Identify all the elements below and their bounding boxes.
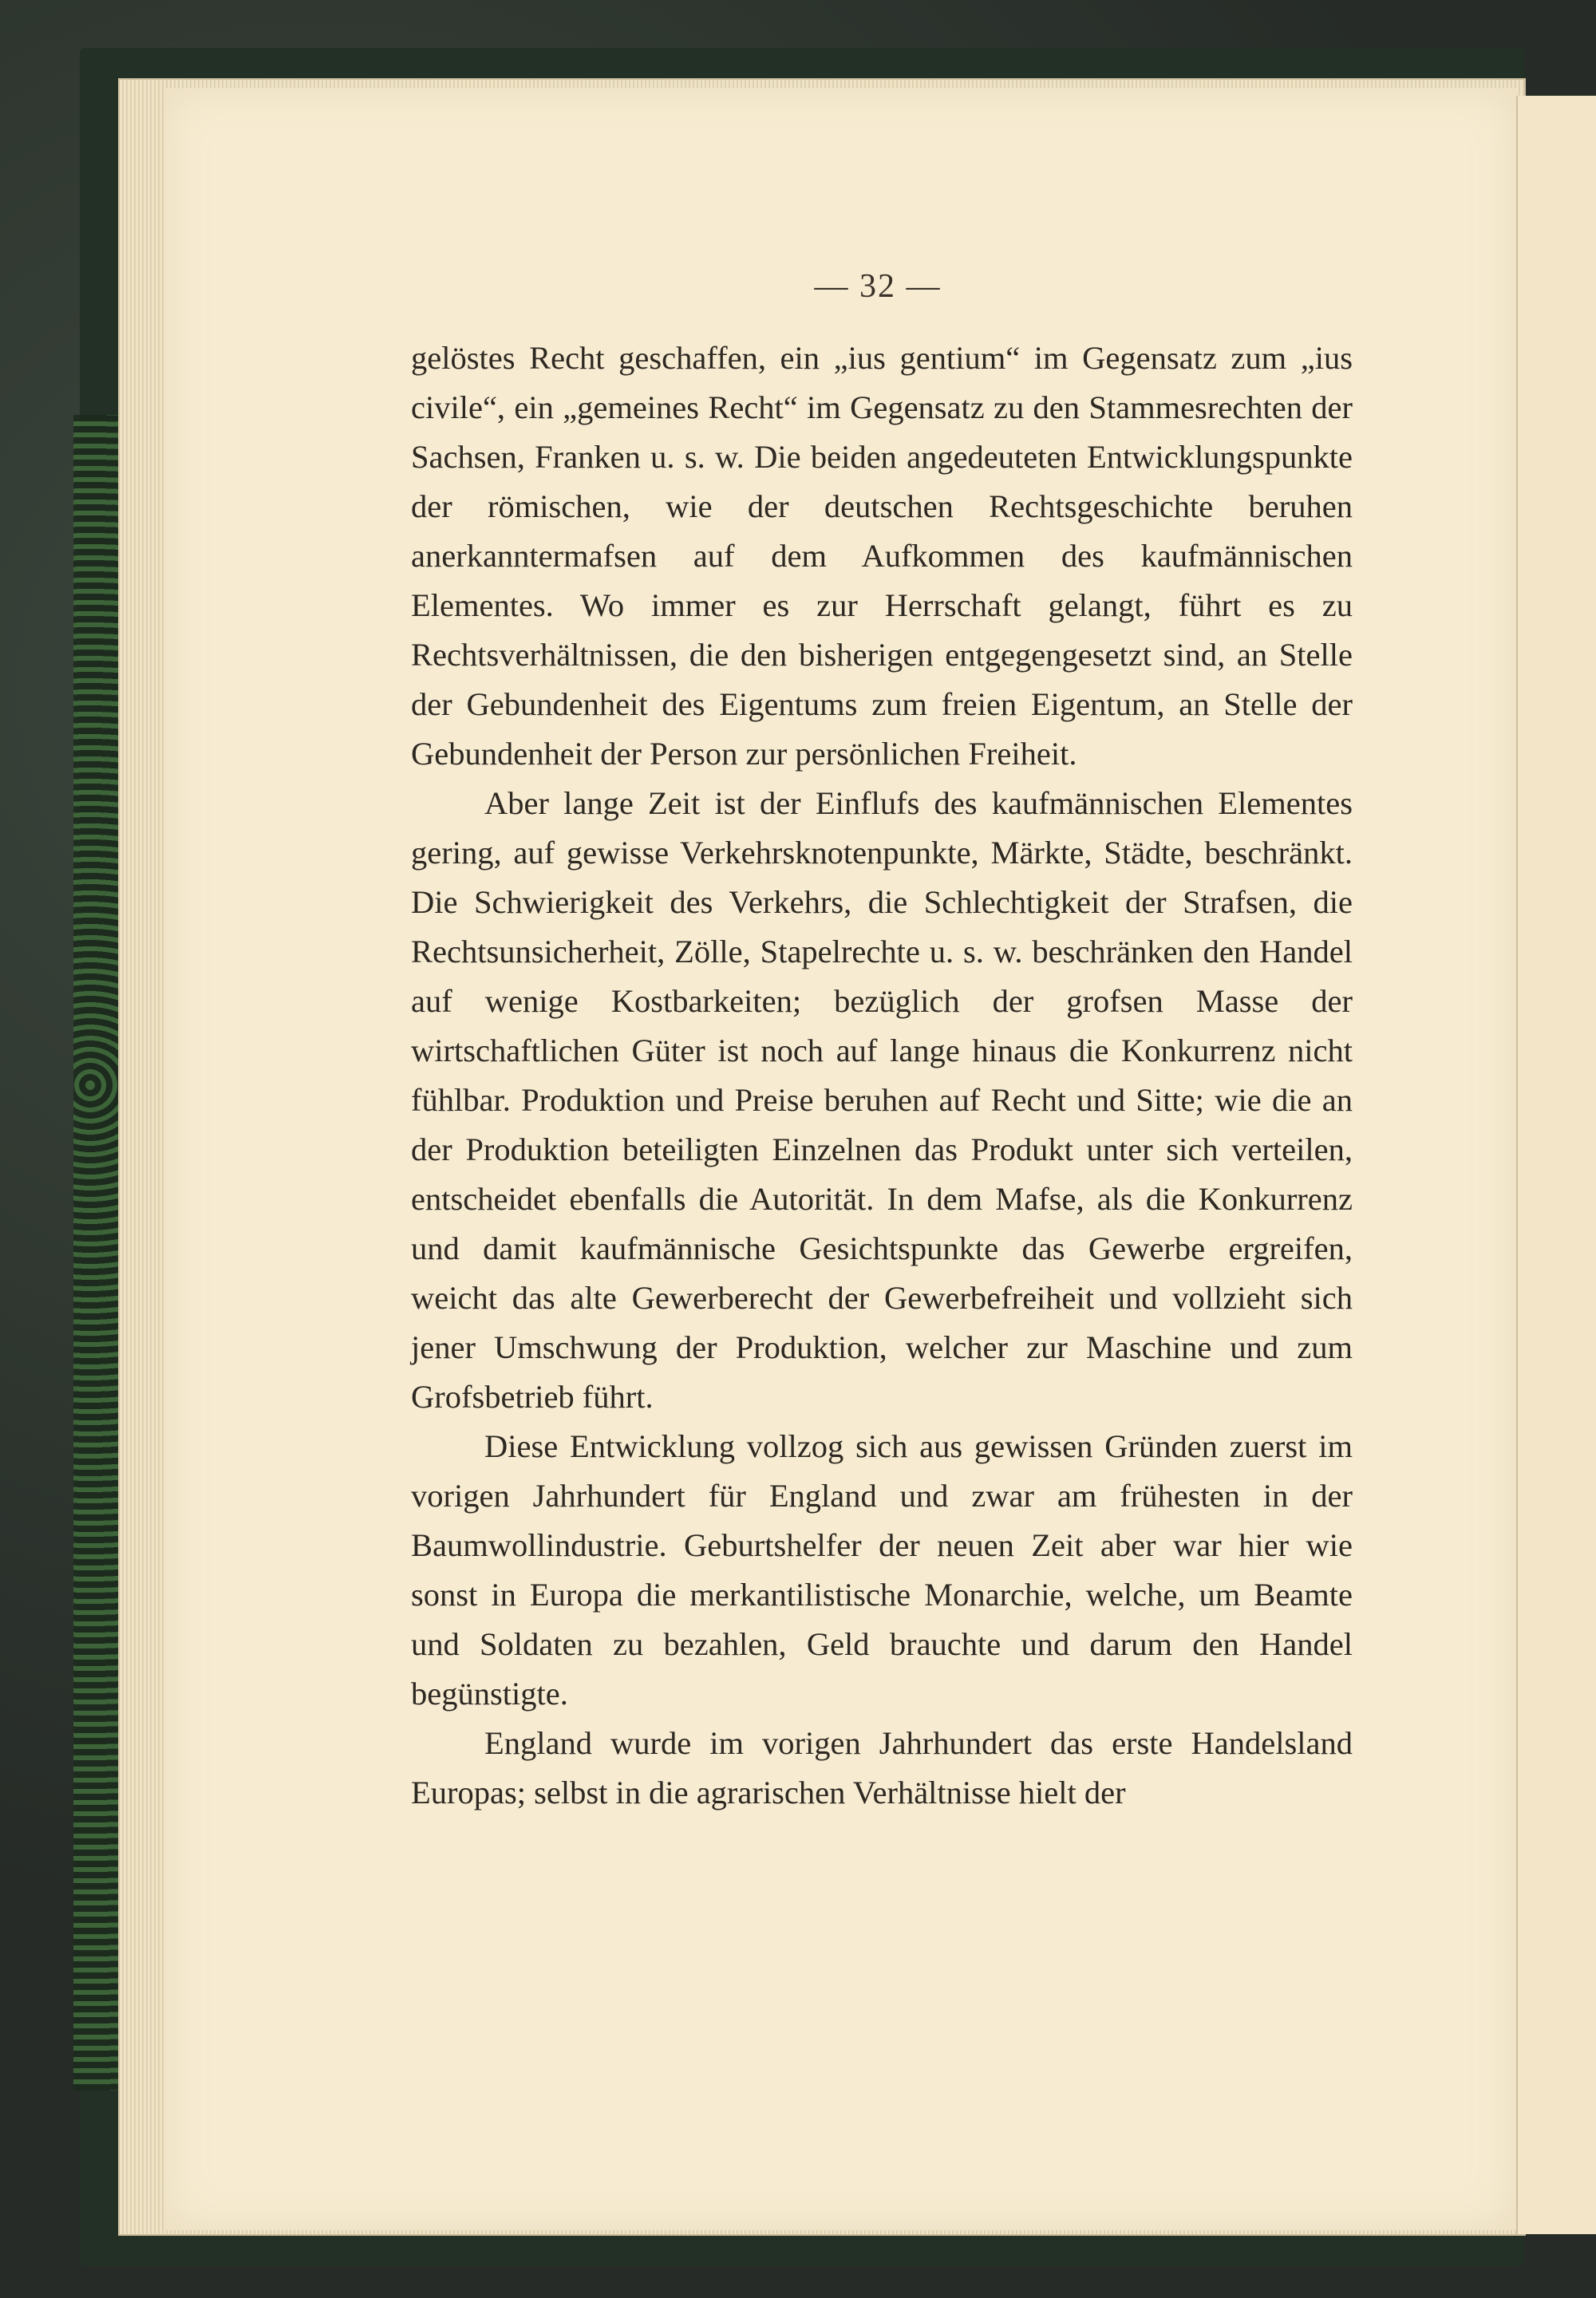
page-number: — 32 — bbox=[814, 268, 942, 305]
paragraph-3: Diese Entwicklung vollzog sich aus gewissen Gründen zuerst im vorigen Jahrhundert für England und zwar am frühesten in der Baumwollindustrie. Geburtshelfer der neuen Zeit aber war hier wie sonst in Europa die merkantilistische Monarchie, welche, um Beamte und Soldaten zu bezahlen, Geld brauchte und darum den Handel begünstigte. bbox=[411, 1428, 1353, 1712]
body-text bbox=[411, 334, 1353, 1818]
paragraph-4: England wurde im vorigen Jahrhundert das erste Handelsland Europas; selbst in die agrarischen Verhältnisse hielt der bbox=[411, 1725, 1353, 1810]
facing-page-edge bbox=[1516, 96, 1596, 2234]
paragraph-1: gelöstes Recht geschaffen, ein „ius gentium“ im Gegensatz zum „ius civile“, ein „gemeines Recht“ im Gegensatz zu den Stammesrechten der Sachsen, Franken u. s. w. Die beiden angedeuteten Entwicklungspunkte der römischen, wie der deutschen Rechtsgeschichte beruhen anerkanntermafsen auf dem Aufkommen des kaufmännischen Elementes. Wo immer es zur Herrschaft gelangt, führt es zu Rechtsverhältnissen, die den bisherigen entgegengesetzt sind, an Stelle der Gebundenheit des Eigentums zum freien Eigentum, an Stelle der Gebundenheit der Person zur persönlichen Freiheit. bbox=[411, 340, 1353, 772]
paragraph-2: Aber lange Zeit ist der Einflufs des kaufmännischen Elementes gering, auf gewisse Verkehrsknotenpunkte, Märkte, Städte, beschränkt. Die Schwierigkeit des Verkehrs, die Schlechtigkeit der Strafsen, die Rechtsunsicherheit, Zölle, Stapelrechte u. s. w. beschränken den Handel auf wenige Kostbarkeiten; bezüglich der grofsen Masse der wirtschaftlichen Güter ist noch auf lange hinaus die Konkurrenz nicht fühlbar. Produktion und Preise beruhen auf Recht und Sitte; wie die an der Produktion beteiligten Einzelnen das Produkt unter sich verteilen, entscheidet ebenfalls die Autorität. In dem Mafse, als die Konkurrenz und damit kaufmännische Gesichtspunkte das Gewerbe ergreifen, weicht das alte Gewerberecht der Gewerbefreiheit und vollzieht sich jener Umschwung der Produktion, welcher zur Maschine und zum Grofsbetrieb führt. bbox=[411, 785, 1353, 1415]
